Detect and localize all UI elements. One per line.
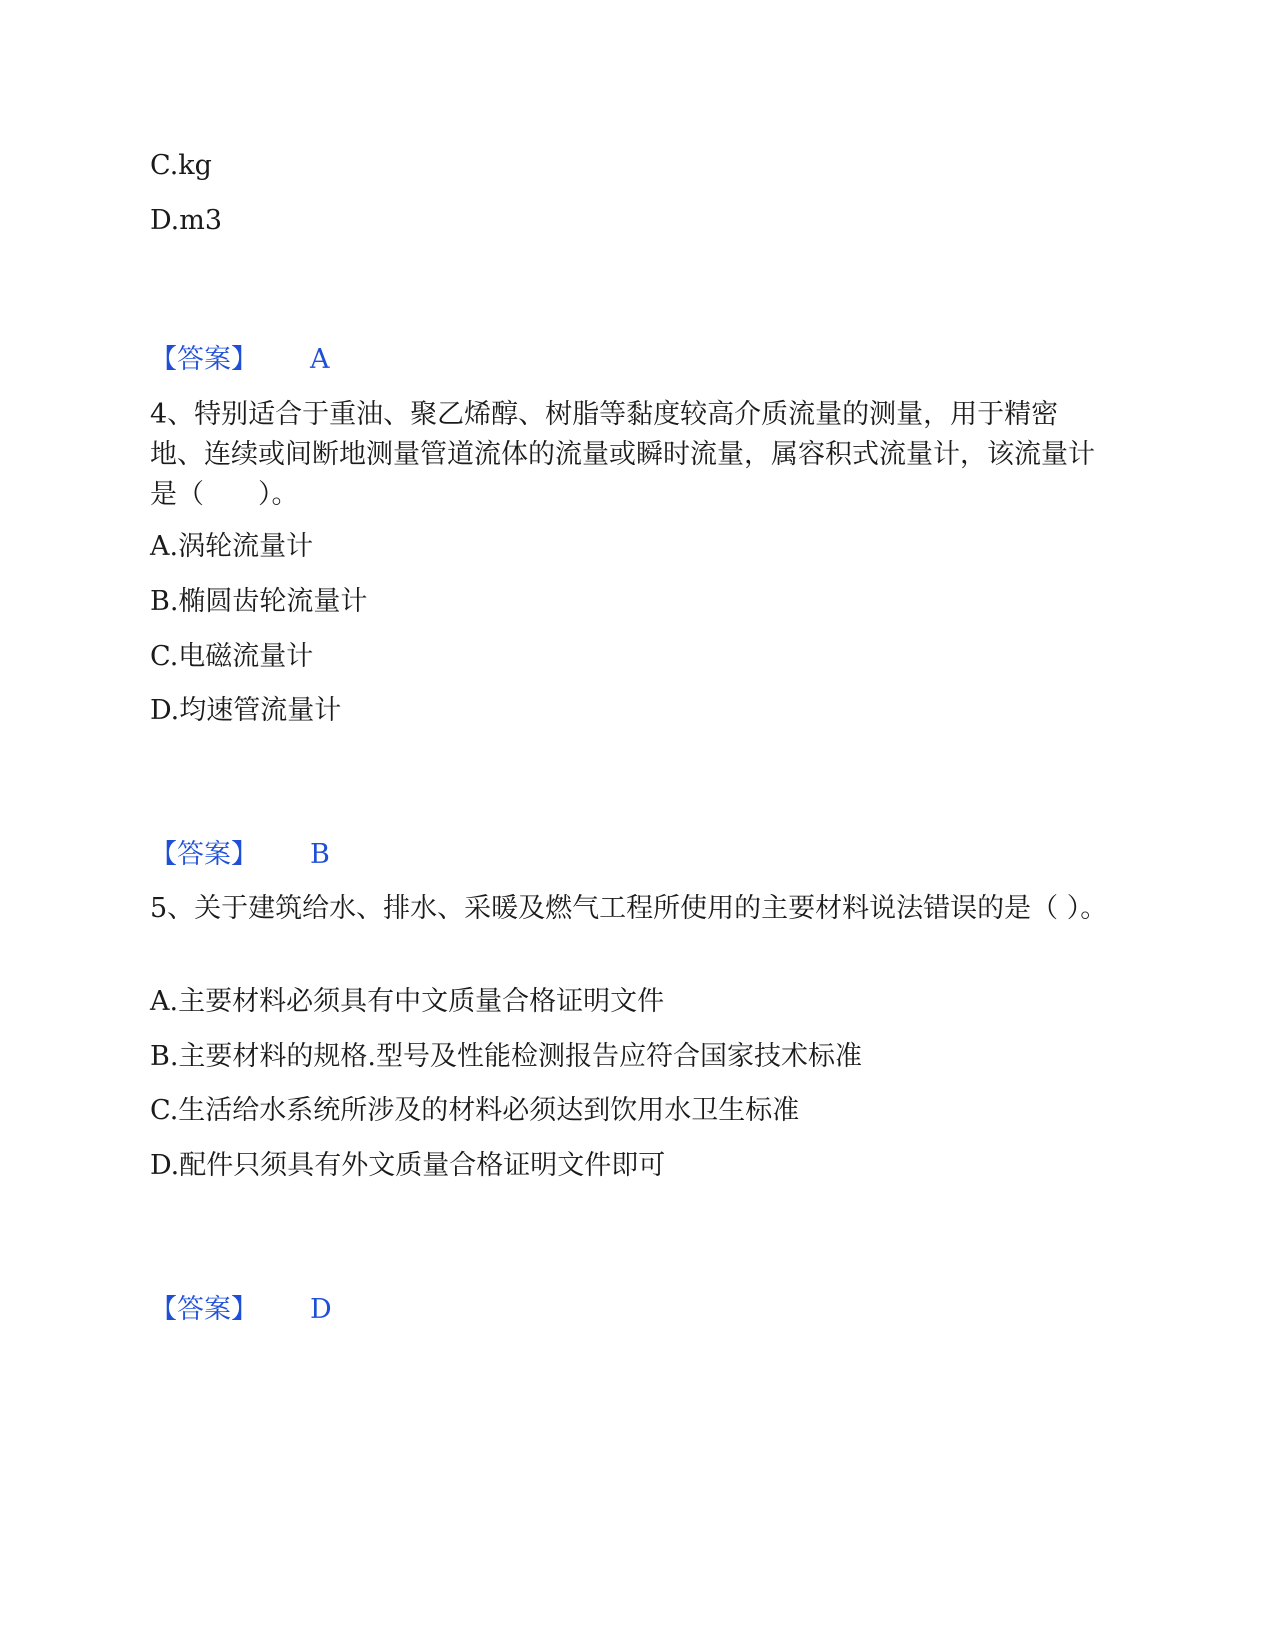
- q4-answer-label: 【答案】: [150, 839, 258, 870]
- q5-option-b: B.主要材料的规格.型号及性能检测报告应符合国家技术标准: [150, 1041, 863, 1072]
- q5-answer-label: 【答案】: [150, 1294, 258, 1325]
- q4-answer-value: B: [310, 839, 330, 870]
- q4-option-a: A.涡轮流量计: [150, 531, 314, 562]
- option-d: D.m3: [150, 205, 223, 236]
- q4-option-b: B.椭圆齿轮流量计: [150, 586, 368, 617]
- answer-label: 【答案】: [150, 344, 258, 375]
- option-c: C.kg: [150, 150, 212, 181]
- q5-answer-value: D: [310, 1294, 332, 1325]
- q4-option-c: C.电磁流量计: [150, 641, 314, 672]
- answer-line: [150, 340, 330, 380]
- question-4-text: 4、特别适合于重油、聚乙烯醇、树脂等黏度较高介质流量的测量，用于精密地、连续或间断地测量管道流体的流量或瞬时流量，属容积式流量计，该流量计是（ ）。: [150, 399, 1095, 510]
- q5-option-c: C.生活给水系统所涉及的材料必须达到饮用水卫生标准: [150, 1095, 800, 1126]
- question-5-text: 5、关于建筑给水、排水、采暖及燃气工程所使用的主要材料说法错误的是（ ）。: [150, 893, 1108, 924]
- q5-option-d: D.配件只须具有外文质量合格证明文件即可: [150, 1150, 666, 1181]
- q4-answer-line: [150, 835, 330, 875]
- q5-option-a: A.主要材料必须具有中文质量合格证明文件: [150, 986, 665, 1017]
- q5-answer-line: [150, 1290, 332, 1330]
- q4-option-d: D.均速管流量计: [150, 695, 342, 726]
- answer-value: A: [310, 344, 330, 375]
